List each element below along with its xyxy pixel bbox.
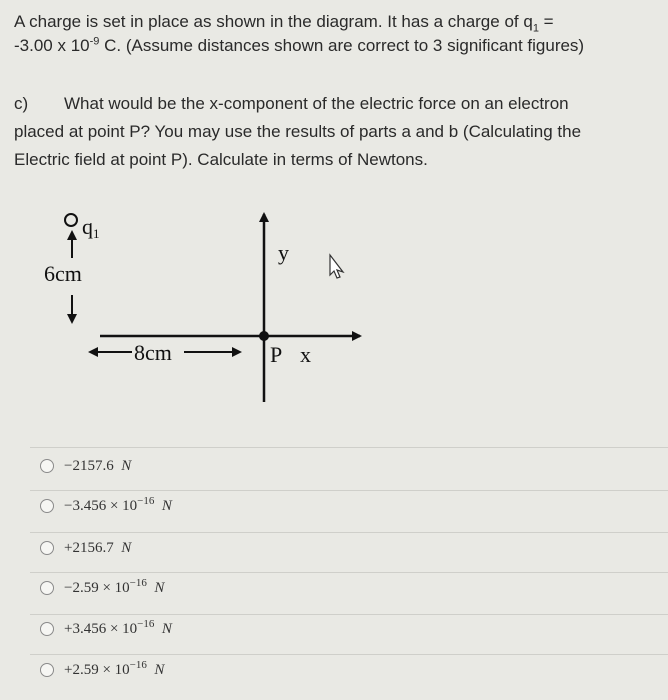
option-2[interactable] — [40, 493, 172, 519]
q-subscript: 1 — [532, 22, 539, 35]
part-label: c) — [14, 94, 29, 113]
charge-label: q1 — [82, 214, 100, 241]
question-line-2-end: C. (Assume distances shown are correct to 3 significant figures) — [99, 36, 585, 55]
option-6[interactable] — [40, 657, 164, 683]
point-p — [259, 331, 269, 341]
radio-button[interactable] — [40, 499, 54, 513]
divider — [30, 447, 668, 448]
point-p-label: P — [270, 342, 283, 367]
option-1[interactable] — [40, 453, 131, 479]
option-1-label: −2157.6 N — [64, 457, 132, 474]
horizontal-distance-label: 8cm — [134, 340, 172, 365]
cursor-icon — [330, 255, 343, 278]
charge-circle — [65, 214, 77, 226]
charge-value: -3.00 x 10 — [14, 36, 90, 55]
option-5-label: $+3.456 \times 10^{-16}$ N — [64, 617, 172, 637]
option-6-label: $+2.59 \times 10^{-16}$ N — [64, 658, 165, 678]
divider — [30, 614, 668, 615]
x-axis-label: x — [300, 342, 311, 367]
radio-button[interactable] — [40, 622, 54, 636]
vertical-distance-label: 6cm — [44, 261, 82, 286]
radio-button[interactable] — [40, 459, 54, 473]
option-3[interactable] — [40, 535, 131, 561]
option-2-label: $-3.456 \times 10^{-16}$ N — [64, 494, 172, 514]
part-line-1-text: What would be the x-component of the electric force on an electron — [64, 94, 569, 113]
divider — [30, 490, 668, 491]
y-axis-label: y — [278, 240, 289, 265]
question-line-1-text: A charge is set in place as shown in the diagram. It has a charge of q — [14, 12, 533, 31]
charge-exponent: -9 — [89, 35, 100, 48]
charge-q1 — [65, 214, 100, 241]
divider — [30, 572, 668, 573]
part-line-3: Electric field at point P). Calculate in terms of Newtons. — [14, 150, 428, 169]
option-4-label: $-2.59 \times 10^{-16}$ N — [64, 576, 165, 596]
radio-button[interactable] — [40, 581, 54, 595]
divider — [30, 532, 668, 533]
option-4[interactable] — [40, 575, 164, 601]
radio-button[interactable] — [40, 541, 54, 555]
option-3-label: +2156.7 N — [64, 539, 132, 556]
radio-button[interactable] — [40, 663, 54, 677]
option-5[interactable] — [40, 616, 172, 642]
part-line-2: placed at point P? You may use the results of parts a and b (Calculating the — [14, 122, 582, 141]
divider — [30, 654, 668, 655]
question-line-1-end: = — [538, 12, 554, 31]
